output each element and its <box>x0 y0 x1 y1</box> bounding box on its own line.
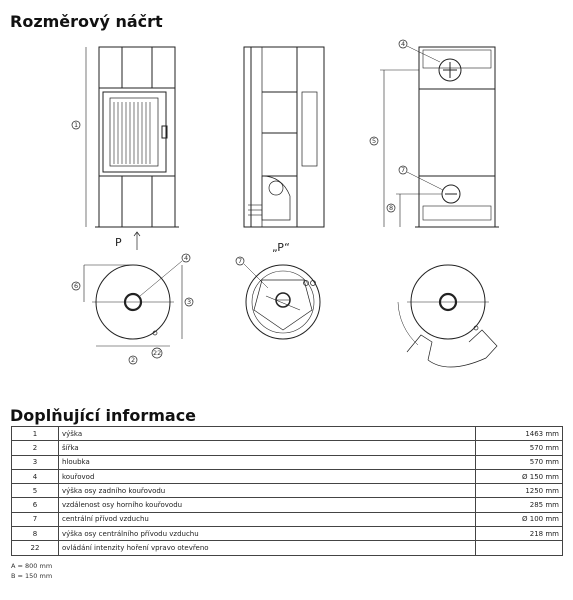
row-value: 285 mm <box>476 498 563 512</box>
row-num: 8 <box>12 527 59 541</box>
marker-7-top: 7 <box>238 257 243 265</box>
table-row <box>12 512 563 526</box>
footnote-a: A = 800 mm <box>11 562 53 570</box>
row-num: 5 <box>12 484 59 498</box>
table-row <box>12 469 563 483</box>
marker-6: 6 <box>74 282 79 290</box>
sketch-title: Rozměrový náčrt <box>10 12 163 31</box>
marker-7-back: 7 <box>401 166 406 174</box>
interior-view <box>236 257 320 339</box>
table-row <box>12 484 563 498</box>
row-num: 6 <box>12 498 59 512</box>
info-title: Doplňující informace <box>10 406 197 425</box>
table-row <box>12 427 563 441</box>
table-row <box>12 541 563 555</box>
marker-1: 1 <box>74 121 79 129</box>
row-label: výška <box>59 427 476 441</box>
spec-table <box>11 426 563 556</box>
marker-4-back: 4 <box>401 40 406 48</box>
marker-2: 2 <box>131 356 136 364</box>
row-num: 2 <box>12 441 59 455</box>
row-num: 3 <box>12 455 59 469</box>
view-label-p: P <box>115 236 122 249</box>
row-value: Ø 100 mm <box>476 512 563 526</box>
table-row <box>12 455 563 469</box>
marker-4-top: 4 <box>184 254 189 262</box>
row-label: kouřovod <box>59 469 476 483</box>
table-row <box>12 527 563 541</box>
top-view <box>72 254 193 364</box>
row-num: 22 <box>12 541 59 555</box>
row-value: 570 mm <box>476 455 563 469</box>
row-value: 1250 mm <box>476 484 563 498</box>
row-value: 218 mm <box>476 527 563 541</box>
row-num: 4 <box>12 469 59 483</box>
row-label: výška osy zadního kouřovodu <box>59 484 476 498</box>
row-value: 570 mm <box>476 441 563 455</box>
row-num: 7 <box>12 512 59 526</box>
row-label: vzdálenost osy horního kouřovodu <box>59 498 476 512</box>
row-label: výška osy centrálního přívodu vzduchu <box>59 527 476 541</box>
row-label: centrální přívod vzduchu <box>59 512 476 526</box>
clearance-view <box>398 265 497 367</box>
marker-5: 5 <box>372 137 377 145</box>
row-label: šířka <box>59 441 476 455</box>
marker-8: 8 <box>389 204 394 212</box>
row-label: hloubka <box>59 455 476 469</box>
marker-22: 22 <box>153 349 162 357</box>
footnote-b: B = 150 mm <box>11 572 53 580</box>
table-row <box>12 498 563 512</box>
row-label: ovládání intenzity hoření vpravo otevřeno <box>59 541 476 555</box>
marker-3: 3 <box>187 298 192 306</box>
row-value <box>476 541 563 555</box>
table-row <box>12 441 563 455</box>
row-num: 1 <box>12 427 59 441</box>
view-label-p-quoted: „P“ <box>272 241 290 254</box>
front-view <box>72 47 179 250</box>
side-view <box>244 47 324 227</box>
back-view <box>370 40 499 227</box>
row-value: Ø 150 mm <box>476 469 563 483</box>
row-value: 1463 mm <box>476 427 563 441</box>
